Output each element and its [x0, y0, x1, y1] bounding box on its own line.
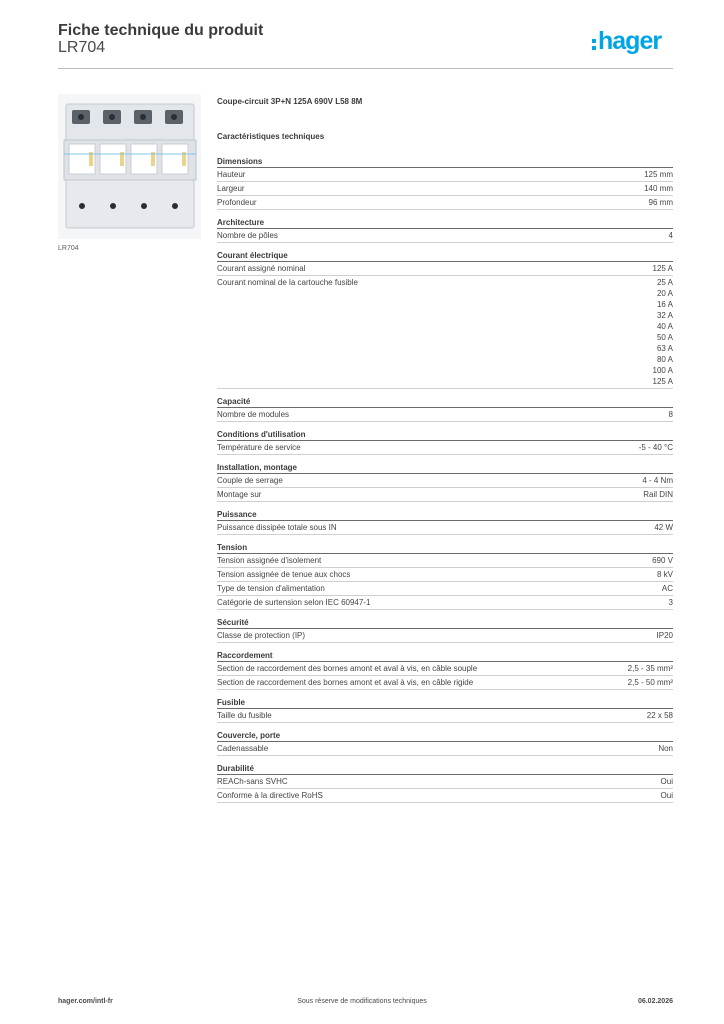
- spec-row: [217, 168, 673, 182]
- spec-value: Non: [658, 744, 673, 753]
- spec-label: Puissance dissipée totale sous IN: [217, 523, 337, 532]
- spec-row: [217, 229, 673, 243]
- section-title: Tension: [217, 542, 673, 554]
- spec-label: Tension assignée d'isolement: [217, 556, 322, 565]
- logo-text: hager: [598, 27, 662, 55]
- spec-label: Section de raccordement des bornes amont et aval à vis, en câble rigide: [217, 678, 474, 687]
- spec-row: [217, 596, 673, 610]
- spec-value: 22 x 58: [646, 711, 673, 720]
- spec-value: 125 A: [652, 264, 673, 273]
- spec-row: [217, 521, 673, 535]
- footer-notice: Sous réserve de modifications techniques: [297, 998, 427, 1005]
- spec-row: [217, 196, 673, 210]
- footer-date: 06.02.2026: [637, 998, 673, 1005]
- spec-row: [217, 775, 673, 789]
- spec-value: IP20: [656, 631, 673, 640]
- spec-row: [217, 182, 673, 196]
- spec-row: [217, 582, 673, 596]
- page-title: Fiche technique du produit: [58, 22, 264, 39]
- spec-row: [217, 488, 673, 502]
- spec-label: Température de service: [217, 443, 301, 452]
- spec-value: 140 mm: [644, 184, 673, 193]
- spec-section: [217, 396, 673, 422]
- spec-value: 42 W: [654, 523, 673, 532]
- spec-value: 4 - 4 Nm: [642, 476, 673, 485]
- spec-label: Nombre de modules: [217, 410, 290, 419]
- spec-value: 25 A: [656, 278, 673, 287]
- spec-section: [217, 429, 673, 455]
- spec-row: [217, 662, 673, 676]
- spec-label: Hauteur: [217, 170, 246, 179]
- spec-value: 2,5 - 35 mm²: [627, 664, 673, 673]
- header-divider: [58, 68, 673, 69]
- spec-label: Classe de protection (IP): [217, 631, 306, 640]
- spec-value: 690 V: [652, 556, 673, 565]
- spec-row: [217, 676, 673, 690]
- spec-label: Courant nominal de la cartouche fusible: [217, 278, 358, 287]
- specs-subtitle: Caractéristiques techniques: [217, 132, 325, 141]
- spec-label: Nombre de pôles: [217, 231, 278, 240]
- spec-value: 40 A: [656, 322, 673, 331]
- spec-value: AC: [661, 584, 673, 593]
- spec-label: Taille du fusible: [217, 711, 272, 720]
- spec-row: [217, 568, 673, 582]
- section-title: Raccordement: [217, 650, 673, 662]
- spec-value-list: [653, 276, 673, 388]
- spec-row: [217, 789, 673, 803]
- spec-row: [217, 474, 673, 488]
- section-title: Courant électrique: [217, 250, 673, 262]
- product-reference: LR704: [58, 39, 106, 56]
- section-title: Capacité: [217, 396, 673, 408]
- spec-label: Type de tension d'alimentation: [217, 584, 325, 593]
- spec-section: [217, 250, 673, 389]
- section-title: Puissance: [217, 509, 673, 521]
- spec-value: 32 A: [656, 311, 673, 320]
- spec-section: [217, 617, 673, 643]
- spec-label: REACh-sans SVHC: [217, 777, 288, 786]
- spec-value: 125 mm: [644, 170, 673, 179]
- section-title: Sécurité: [217, 617, 673, 629]
- section-title: Durabilité: [217, 763, 673, 775]
- spec-value: 20 A: [656, 289, 673, 298]
- footer-website[interactable]: hager.com/intl-fr: [58, 998, 113, 1005]
- section-title: Installation, montage: [217, 462, 673, 474]
- section-title: Conditions d'utilisation: [217, 429, 673, 441]
- spec-panel: [217, 97, 673, 810]
- product-name: Coupe-circuit 3P+N 125A 690V L58 8M: [217, 97, 363, 106]
- spec-value: 80 A: [656, 355, 673, 364]
- spec-section: [217, 217, 673, 243]
- spec-label: Largeur: [217, 184, 245, 193]
- section-title: Dimensions: [217, 156, 673, 168]
- spec-value: 8: [668, 410, 673, 419]
- spec-section: [217, 542, 673, 610]
- image-caption: LR704: [58, 245, 79, 252]
- spec-label: Profondeur: [217, 198, 257, 207]
- spec-value: 100 A: [652, 366, 673, 375]
- section-title: Fusible: [217, 697, 673, 709]
- spec-section: [217, 697, 673, 723]
- spec-value: 3: [668, 598, 673, 607]
- spec-value: 16 A: [656, 300, 673, 309]
- spec-value: 125 A: [652, 377, 673, 386]
- spec-value: 50 A: [656, 333, 673, 342]
- spec-section: [217, 462, 673, 502]
- spec-value: 8 kV: [656, 570, 673, 579]
- spec-value: Rail DIN: [643, 490, 673, 499]
- spec-row: [217, 441, 673, 455]
- spec-row: [217, 742, 673, 756]
- spec-value: 2,5 - 50 mm²: [627, 678, 673, 687]
- spec-value: Oui: [660, 791, 673, 800]
- spec-section: [217, 156, 673, 210]
- spec-label: Cadenassable: [217, 744, 269, 753]
- section-title: Couvercle, porte: [217, 730, 673, 742]
- spec-label: Catégorie de surtension selon IEC 60947-1: [217, 598, 371, 607]
- spec-row: [217, 554, 673, 568]
- spec-section: [217, 763, 673, 803]
- spec-label: Couple de serrage: [217, 476, 283, 485]
- spec-label: Courant assigné nominal: [217, 264, 306, 273]
- spec-row: [217, 408, 673, 422]
- spec-row: [217, 262, 673, 276]
- spec-section: [217, 509, 673, 535]
- spec-value: 96 mm: [648, 198, 673, 207]
- spec-section: [217, 650, 673, 690]
- spec-value: -5 - 40 °C: [638, 443, 673, 452]
- logo-dots-icon: [592, 39, 596, 53]
- product-image: [58, 94, 201, 239]
- spec-row: [217, 709, 673, 723]
- spec-section: [217, 730, 673, 756]
- section-title: Architecture: [217, 217, 673, 229]
- spec-sections: [217, 156, 673, 803]
- spec-label: Tension assignée de tenue aux chocs: [217, 570, 351, 579]
- spec-label: Montage sur: [217, 490, 262, 499]
- spec-value: 63 A: [656, 344, 673, 353]
- spec-value: 4: [668, 231, 673, 240]
- fuse-holder-illustration: [58, 94, 201, 239]
- spec-row: [217, 629, 673, 643]
- spec-value: Oui: [660, 777, 673, 786]
- spec-row: [217, 276, 673, 389]
- spec-label: Conforme à la directive RoHS: [217, 791, 323, 800]
- spec-label: Section de raccordement des bornes amont et aval à vis, en câble souple: [217, 664, 478, 673]
